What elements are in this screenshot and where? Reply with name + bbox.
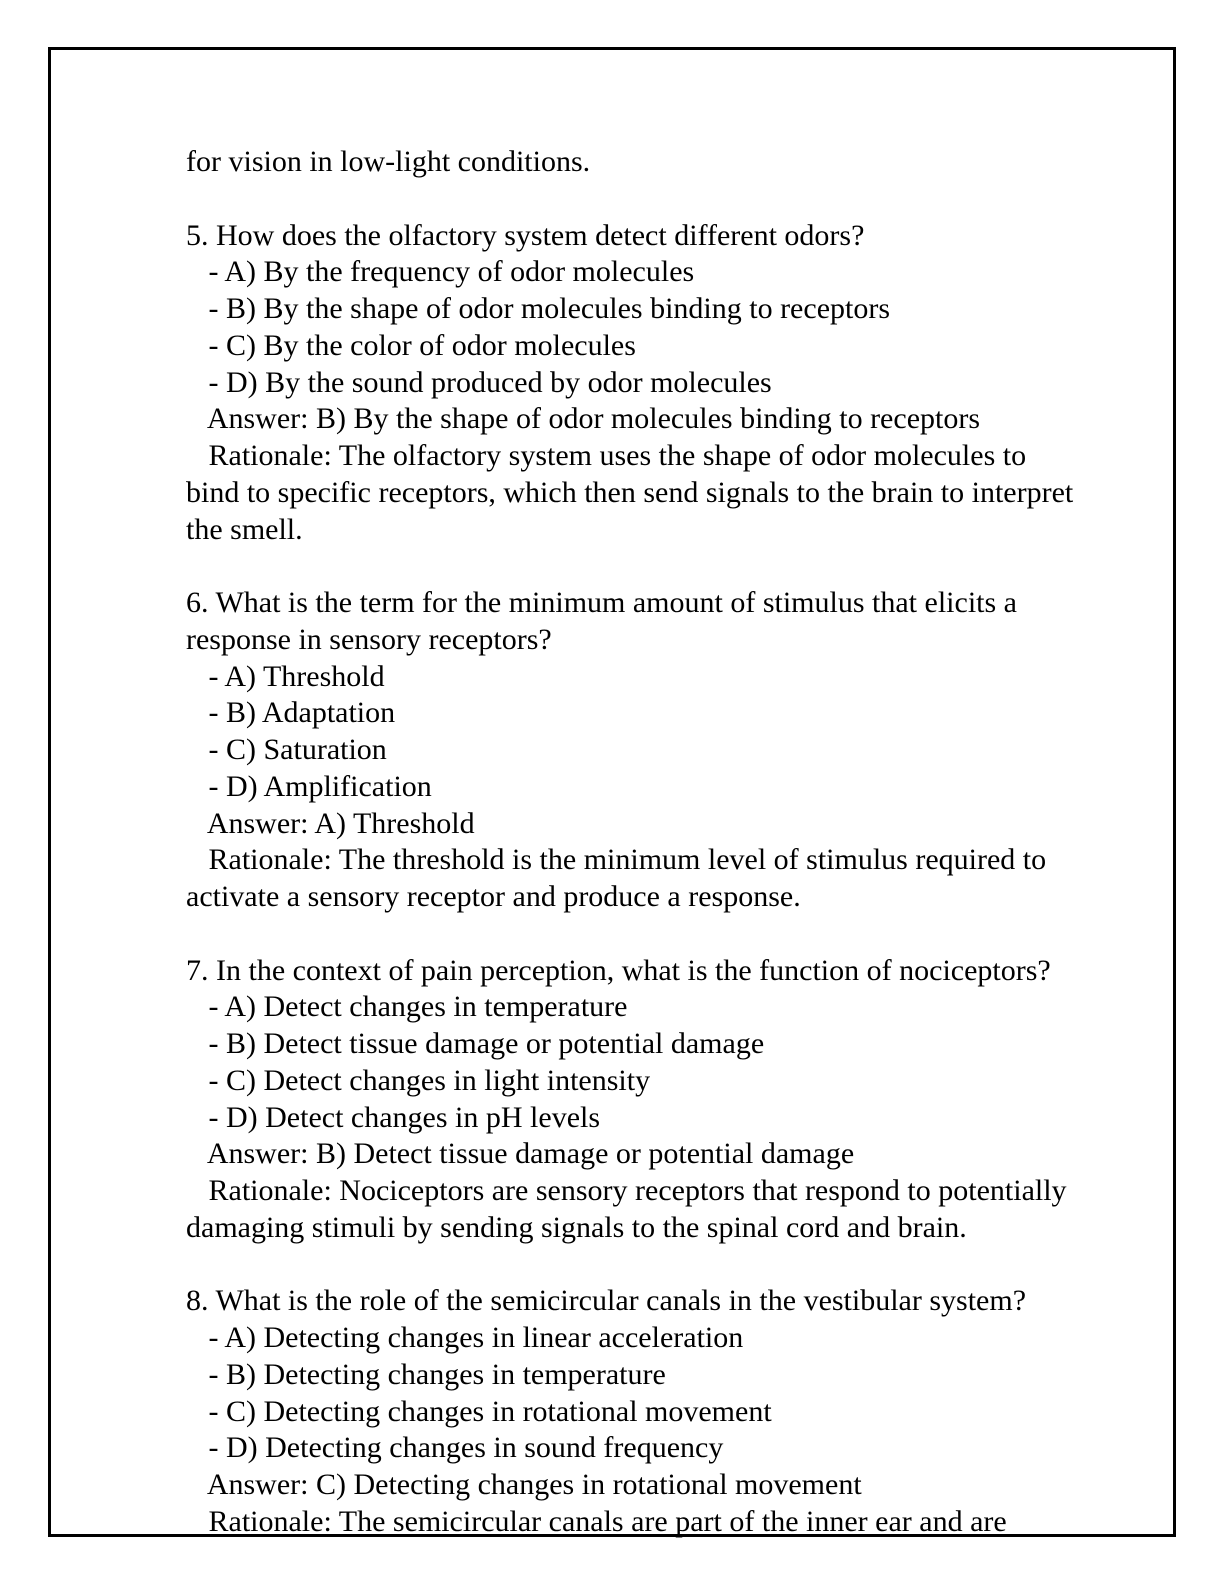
text-line: - C) Saturation bbox=[186, 733, 387, 766]
text-line: the smell. bbox=[186, 512, 303, 546]
text-line: - B) Adaptation bbox=[186, 696, 396, 730]
text-line: Rationale: Nociceptors are sensory receptors that respond to potentially bbox=[186, 1174, 1067, 1207]
text-line: Answer: C) Detecting changes in rotational movement bbox=[186, 1468, 862, 1501]
text-line: - A) By the frequency of odor molecules bbox=[186, 255, 695, 289]
text-line: Answer: A) Threshold bbox=[186, 806, 475, 840]
text-line: - D) By the sound produced by odor molecules bbox=[186, 365, 772, 399]
text-line: - D) Detecting changes in sound frequency bbox=[186, 1431, 724, 1465]
text-line: Rationale: The semicircular canals are part of the inner ear and are bbox=[186, 1504, 1007, 1538]
text-line: - B) Detect tissue damage or potential damage bbox=[186, 1027, 765, 1060]
text-line: - C) By the color of odor molecules bbox=[186, 328, 636, 362]
question-5 bbox=[186, 218, 1196, 549]
text-line: activate a sensory receptor and produce a response. bbox=[186, 880, 801, 913]
text-line: Answer: B) By the shape of odor molecules binding to receptors bbox=[186, 402, 981, 436]
question-6 bbox=[186, 585, 1196, 916]
text-line: - C) Detect changes in light intensity bbox=[186, 1063, 651, 1097]
text-line: - B) By the shape of odor molecules binding to receptors bbox=[186, 292, 891, 325]
text-line: 5. How does the olfactory system detect different odors? bbox=[186, 218, 865, 252]
text-line: - C) Detecting changes in rotational movement bbox=[186, 1394, 772, 1428]
continuation-paragraph bbox=[186, 144, 1196, 181]
document-text-area bbox=[186, 144, 1196, 1541]
text-line: - A) Detect changes in temperature bbox=[186, 990, 628, 1024]
text-line: - A) Detecting changes in linear acceleration bbox=[186, 1321, 744, 1354]
text-line: - D) Amplification bbox=[186, 769, 432, 803]
text-line: for vision in low-light conditions. bbox=[186, 145, 591, 178]
page-border bbox=[48, 47, 1176, 1537]
question-7 bbox=[186, 953, 1196, 1247]
text-line: Answer: B) Detect tissue damage or potential damage bbox=[186, 1137, 855, 1171]
text-line: - B) Detecting changes in temperature bbox=[186, 1357, 666, 1391]
text-line: Rationale: The olfactory system uses the shape of odor molecules to bbox=[186, 439, 1027, 472]
question-8 bbox=[186, 1283, 1196, 1540]
text-line: 6. What is the term for the minimum amount of stimulus that elicits a bbox=[186, 586, 1017, 619]
text-line: damaging stimuli by sending signals to the spinal cord and brain. bbox=[186, 1210, 967, 1244]
text-line: - A) Threshold bbox=[186, 659, 385, 693]
text-line: 7. In the context of pain perception, what is the function of nociceptors? bbox=[186, 953, 1051, 987]
text-line: Rationale: The threshold is the minimum level of stimulus required to bbox=[186, 843, 1047, 877]
text-line: bind to specific receptors, which then send signals to the brain to interpret bbox=[186, 475, 1074, 509]
text-line: 8. What is the role of the semicircular canals in the vestibular system? bbox=[186, 1284, 1027, 1318]
text-line: - D) Detect changes in pH levels bbox=[186, 1100, 601, 1134]
text-line: response in sensory receptors? bbox=[186, 622, 552, 656]
